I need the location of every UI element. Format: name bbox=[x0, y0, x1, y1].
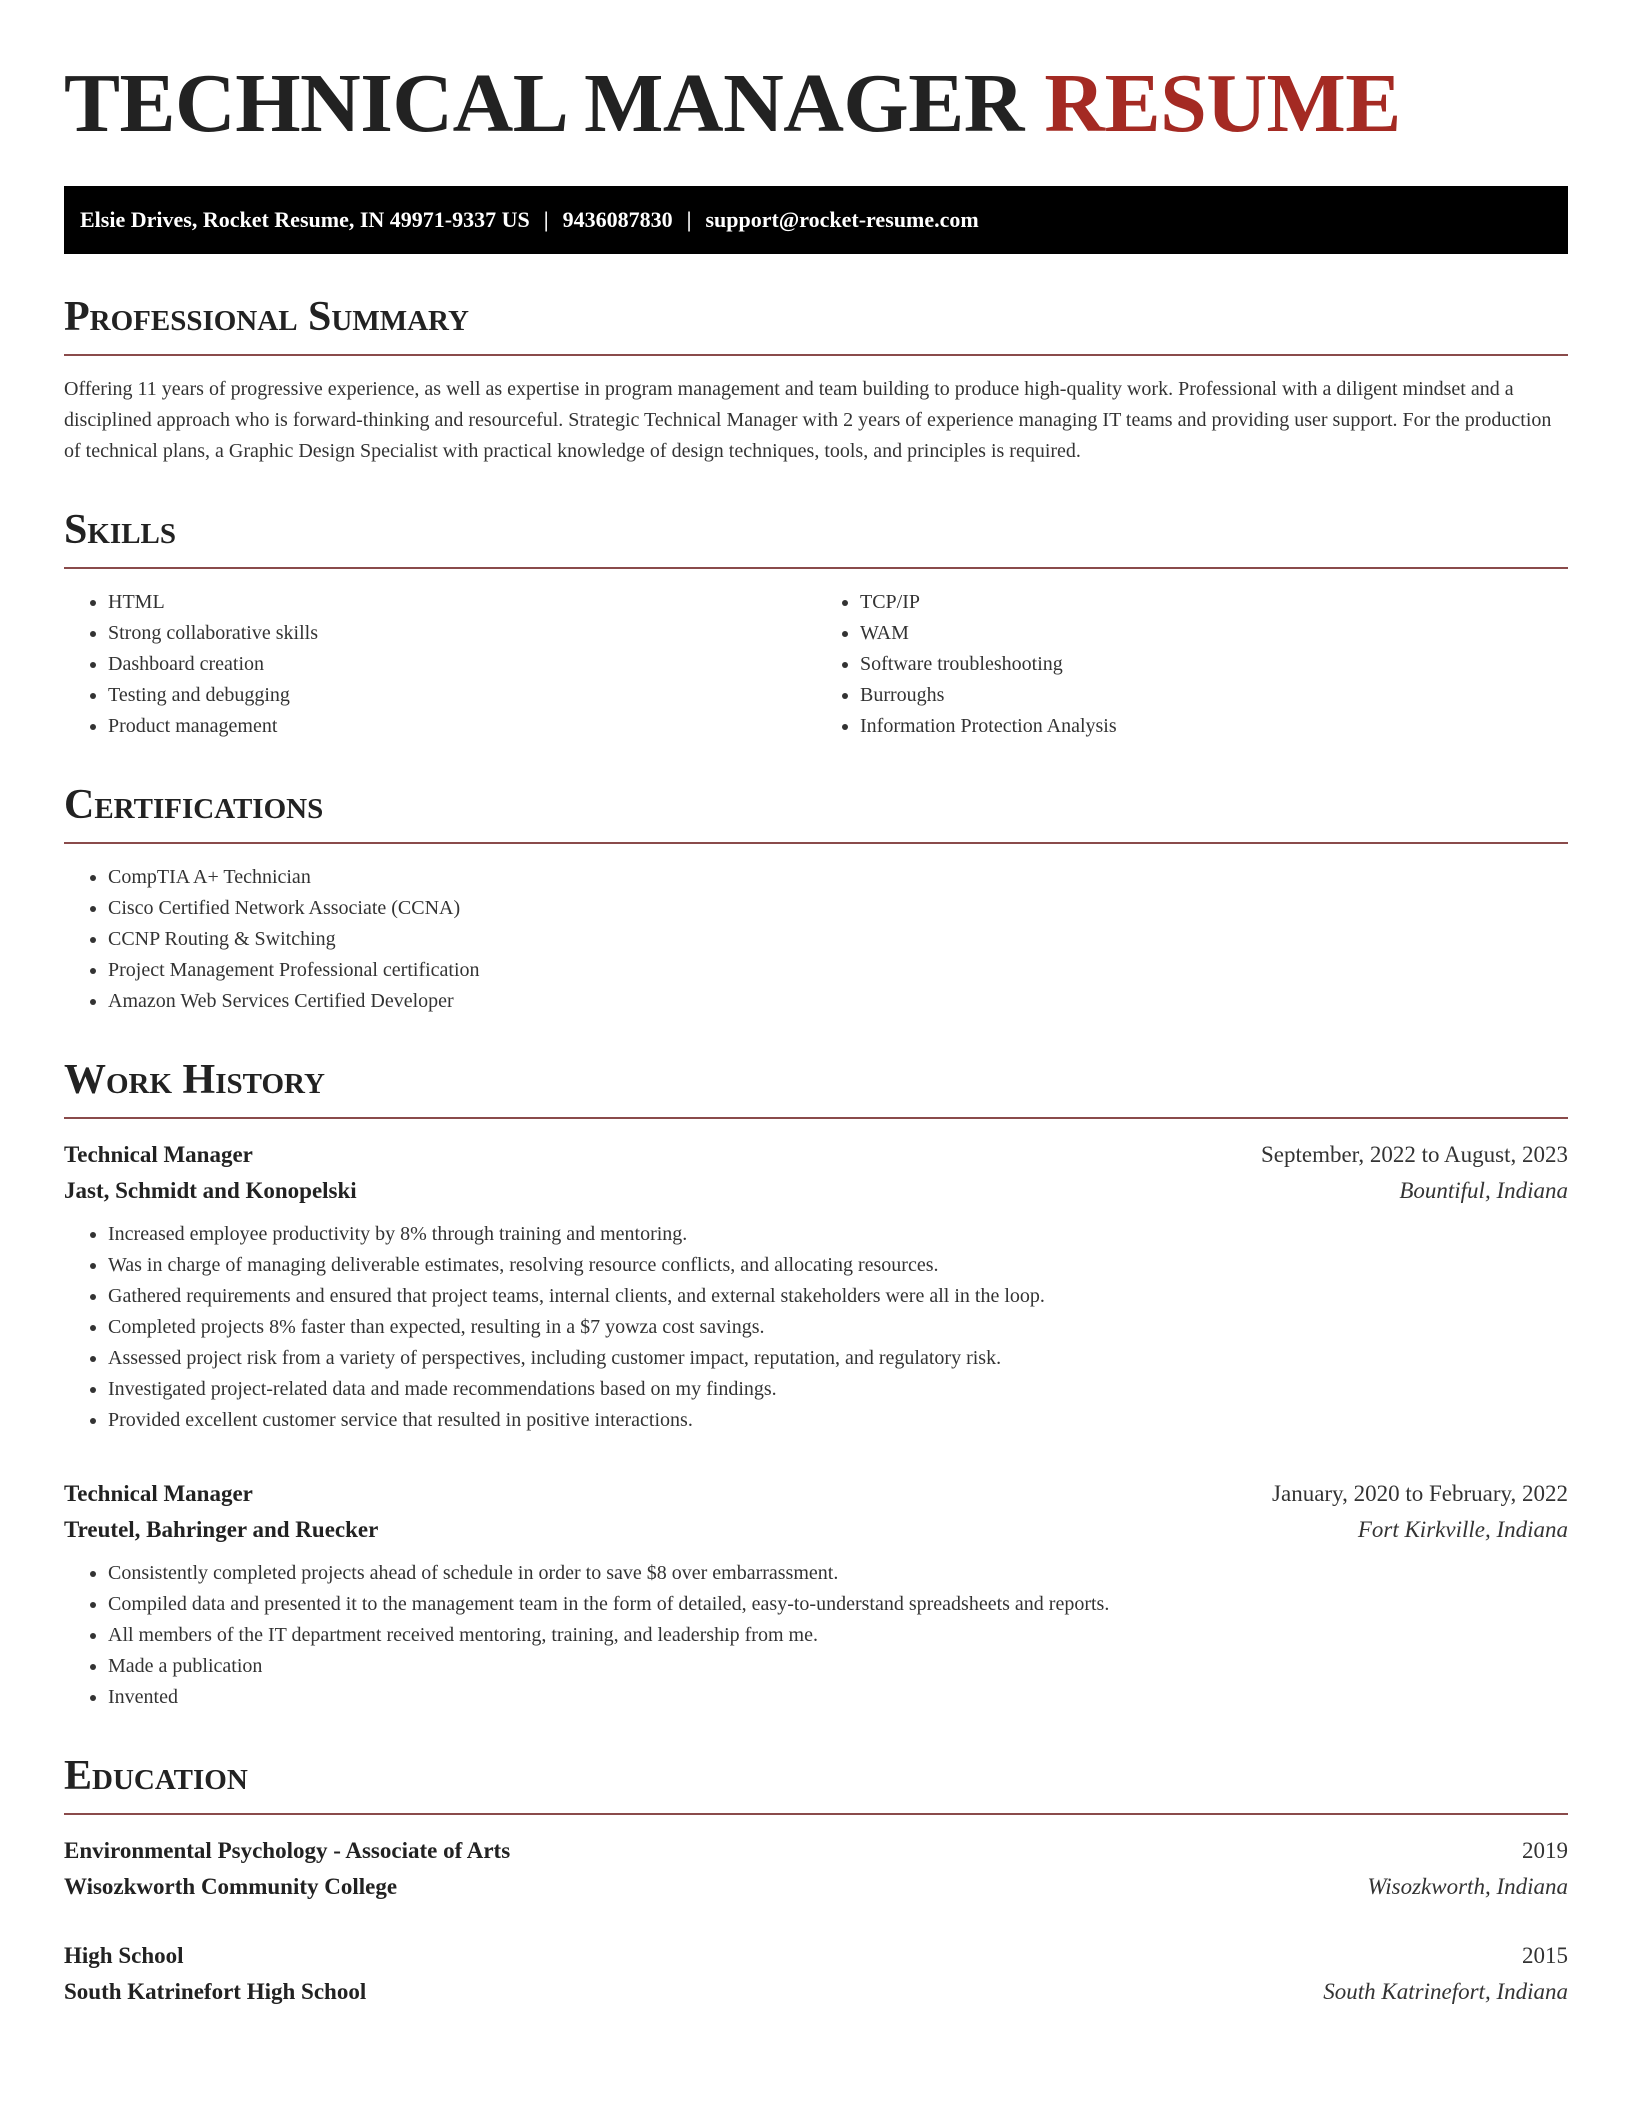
education-degree: Environmental Psychology - Associate of Arts bbox=[64, 1838, 511, 1863]
job-bullets bbox=[64, 1558, 1568, 1713]
skill-item: • Information Protection Analysis bbox=[860, 711, 1568, 742]
education-school: South Katrinefort High School bbox=[64, 1979, 367, 2004]
education-section bbox=[64, 1753, 1568, 2010]
contact-email: support@rocket-resume.com bbox=[705, 207, 979, 232]
job-bullet: • Invented bbox=[108, 1682, 1568, 1713]
certification-item: • Project Management Professional certification bbox=[108, 955, 1568, 986]
job-bullet: • All members of the IT department received mentoring, training, and leadership from me. bbox=[108, 1620, 1568, 1651]
education-year: 2019 bbox=[1522, 1838, 1568, 1863]
job-location: Bountiful, Indiana bbox=[1399, 1178, 1568, 1203]
skill-item: • Testing and debugging bbox=[108, 680, 816, 711]
resume-title bbox=[64, 57, 1568, 150]
education-degree-row bbox=[64, 1833, 1568, 1869]
work-history-heading: Work History bbox=[64, 1057, 1568, 1119]
certifications-heading: Certifications bbox=[64, 782, 1568, 844]
job-bullet: • Investigated project-related data and made recommendations based on my findings. bbox=[108, 1374, 1568, 1405]
job-bullet: • Consistently completed projects ahead of schedule in order to save $8 over embarrassment. bbox=[108, 1558, 1568, 1589]
education-school: Wisozkworth Community College bbox=[64, 1874, 398, 1899]
job-bullet: • Provided excellent customer service that resulted in positive interactions. bbox=[108, 1405, 1568, 1436]
job-bullet: • Completed projects 8% faster than expected, resulting in a $7 yowza cost savings. bbox=[108, 1312, 1568, 1343]
work-history-section bbox=[64, 1057, 1568, 1713]
job-bullet: • Was in charge of managing deliverable estimates, resolving resource conflicts, and allocating resources. bbox=[108, 1250, 1568, 1281]
education-location: Wisozkworth, Indiana bbox=[1367, 1874, 1568, 1899]
contact-separator: | bbox=[686, 207, 692, 232]
certification-item: • Amazon Web Services Certified Developer bbox=[108, 986, 1568, 1017]
job-bullets bbox=[64, 1219, 1568, 1436]
education-entry bbox=[64, 1833, 1568, 1905]
job-title: Technical Manager bbox=[64, 1142, 253, 1167]
title-main: TECHNICAL MANAGER bbox=[64, 57, 1024, 150]
contact-address: Elsie Drives, Rocket Resume, IN 49971-9337 US bbox=[80, 207, 530, 232]
skill-item: • TCP/IP bbox=[860, 587, 1568, 618]
job-bullet: • Compiled data and presented it to the management team in the form of detailed, easy-to-understand spreadsheets and reports. bbox=[108, 1589, 1568, 1620]
summary-text: Offering 11 years of progressive experience, as well as expertise in program management and team building to produce high-quality work. Professional with a diligent mindset and a disciplined approach who is forward-thinking and resourceful. Strategic Technical Manager with 2 years of experience managing IT teams and providing user support. For the production of technical plans, a Graphic Design Specialist with practical knowledge of design techniques, tools, and principles is required. bbox=[64, 378, 1552, 462]
certifications-list bbox=[64, 862, 1568, 1017]
job-dates: January, 2020 to February, 2022 bbox=[1272, 1481, 1568, 1506]
job-company-row bbox=[64, 1512, 1568, 1548]
contact-bar bbox=[64, 186, 1568, 254]
education-location: South Katrinefort, Indiana bbox=[1323, 1979, 1568, 2004]
job-title: Technical Manager bbox=[64, 1481, 253, 1506]
job-entry bbox=[64, 1137, 1568, 1436]
job-bullet: • Assessed project risk from a variety of perspectives, including customer impact, reputation, and regulatory risk. bbox=[108, 1343, 1568, 1374]
skills-list-right bbox=[816, 587, 1568, 742]
skill-item: • Burroughs bbox=[860, 680, 1568, 711]
education-heading: Education bbox=[64, 1753, 1568, 1815]
job-bullet: • Gathered requirements and ensured that project teams, internal clients, and external stakeholders were all in the loop. bbox=[108, 1281, 1568, 1312]
contact-phone: 9436087830 bbox=[562, 207, 673, 232]
job-bullet: • Made a publication bbox=[108, 1651, 1568, 1682]
certification-item: • Cisco Certified Network Associate (CCNA) bbox=[108, 893, 1568, 924]
skill-item: • Software troubleshooting bbox=[860, 649, 1568, 680]
job-dates: September, 2022 to August, 2023 bbox=[1260, 1142, 1568, 1167]
certification-item: • CCNP Routing & Switching bbox=[108, 924, 1568, 955]
job-entry bbox=[64, 1476, 1568, 1713]
job-company: Jast, Schmidt and Konopelski bbox=[64, 1178, 357, 1203]
job-company-row bbox=[64, 1173, 1568, 1209]
education-school-row bbox=[64, 1974, 1568, 2010]
skill-item: • WAM bbox=[860, 618, 1568, 649]
skill-item: • Dashboard creation bbox=[108, 649, 816, 680]
skill-item: • Strong collaborative skills bbox=[108, 618, 816, 649]
education-school-row bbox=[64, 1869, 1568, 1905]
contact-separator: | bbox=[543, 207, 549, 232]
education-year: 2015 bbox=[1522, 1943, 1568, 1968]
education-degree: High School bbox=[64, 1943, 184, 1968]
job-company: Treutel, Bahringer and Ruecker bbox=[64, 1517, 379, 1542]
job-header-row bbox=[64, 1137, 1568, 1173]
job-header-row bbox=[64, 1476, 1568, 1512]
skills-section bbox=[64, 507, 1568, 742]
job-location: Fort Kirkville, Indiana bbox=[1357, 1517, 1568, 1542]
skills-grid bbox=[64, 569, 1568, 742]
certifications-section bbox=[64, 782, 1568, 1017]
title-accent: RESUME bbox=[1044, 57, 1401, 150]
skills-heading: Skills bbox=[64, 507, 1568, 569]
summary-section bbox=[64, 294, 1568, 467]
summary-heading: Professional Summary bbox=[64, 294, 1568, 356]
skills-list-left bbox=[64, 587, 816, 742]
education-entry bbox=[64, 1938, 1568, 2010]
certification-item: • CompTIA A+ Technician bbox=[108, 862, 1568, 893]
skill-item: • HTML bbox=[108, 587, 816, 618]
education-degree-row bbox=[64, 1938, 1568, 1974]
skill-item: • Product management bbox=[108, 711, 816, 742]
job-bullet: • Increased employee productivity by 8% through training and mentoring. bbox=[108, 1219, 1568, 1250]
